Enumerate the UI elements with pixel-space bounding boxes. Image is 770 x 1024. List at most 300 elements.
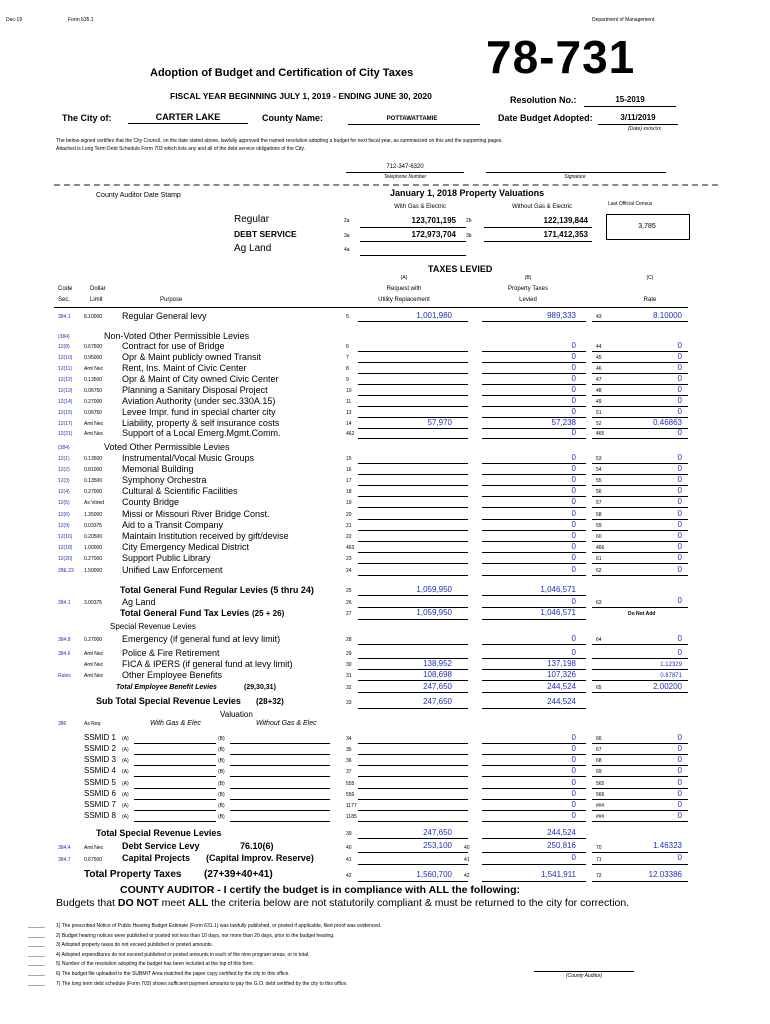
debt-without-gas-value[interactable]: 171,412,353 <box>543 230 588 239</box>
ssmid-with-valuation-field[interactable] <box>134 821 216 822</box>
line-number: 15 <box>346 456 352 462</box>
special-levied-value[interactable]: 0 <box>571 634 576 643</box>
levy-dollar-limit: 0.67500 <box>84 344 103 350</box>
rate-value[interactable]: 0 <box>677 352 682 361</box>
total-special-revenue-levied[interactable]: 244,524 <box>547 828 576 837</box>
valuation-code-3b: 3b <box>466 233 472 239</box>
levy-dollar-limit: 0.20500 <box>84 534 103 540</box>
ssmid-with-valuation-field[interactable] <box>134 743 216 744</box>
request-underline <box>358 519 468 520</box>
subtotal-special-revenue-label: Sub Total Special Revenue Levies <box>96 696 241 706</box>
line-number: 37 <box>346 769 352 775</box>
subtotal-special-revenue-request[interactable]: 247,650 <box>423 697 452 706</box>
levy-dollar-limit: Amt Nec <box>84 431 104 437</box>
rate-line-number: 51 <box>596 410 602 416</box>
total-special-revenue-request[interactable]: 247,650 <box>423 828 452 837</box>
special-purpose: Emergency (if general fund at levy limit) <box>122 634 281 644</box>
ssmid-levied-value[interactable]: 0 <box>571 755 576 764</box>
ssmid-levied-value[interactable]: 0 <box>571 811 576 820</box>
request-underline <box>358 799 468 800</box>
line-number-65: 65 <box>596 685 602 691</box>
rate-value[interactable]: 0 <box>677 553 682 562</box>
total-general-regular-request[interactable]: 1,059,950 <box>416 585 452 594</box>
rate-value[interactable]: 0 <box>677 407 682 416</box>
rate-value[interactable]: 8.10000 <box>653 311 682 320</box>
auditor-certification-heading: COUNTY AUDITOR - I certify the budget is in compliance with ALL the following: <box>120 884 520 896</box>
levy-dollar-limit: 0.13500 <box>84 377 103 383</box>
rate-underline <box>592 743 688 744</box>
line-number: 34 <box>346 736 352 742</box>
levy-code: 384.1 <box>58 314 71 320</box>
property-taxes-levied-value[interactable]: 0 <box>571 486 576 495</box>
rate-value[interactable]: 0 <box>677 374 682 383</box>
rate-line-number: 54 <box>596 467 602 473</box>
rate-value[interactable]: 0 <box>677 565 682 574</box>
capital-projects-levied[interactable]: 0 <box>571 853 576 862</box>
levy-dollar-limit: 1.00000 <box>84 545 103 551</box>
rate-value[interactable]: 0 <box>677 542 682 551</box>
col-c-header-rate: Rate <box>643 297 657 303</box>
ssmid-without-valuation-field[interactable] <box>230 765 330 766</box>
line-number-70: 70 <box>596 845 602 851</box>
checklist-item: 2) Budget hearing notices were published or posted not less than 10 days, nor more than 20 days, prior to the budget hearing. <box>56 932 335 939</box>
employee-benefit-total-rate[interactable]: 2.00200 <box>653 682 682 691</box>
ssmid-rate-value[interactable]: 0 <box>677 766 682 775</box>
rate-value[interactable]: 0 <box>677 497 682 506</box>
property-taxes-levied-value[interactable]: 0 <box>571 475 576 484</box>
levy-purpose: Planning a Sanitary Disposal Project <box>122 385 268 395</box>
special-levied-value[interactable]: 137,198 <box>547 659 576 668</box>
rate-underline <box>592 765 688 766</box>
ssmid-levied-value[interactable]: 0 <box>571 766 576 775</box>
line-number: 1185 <box>346 814 357 820</box>
ssmid-b-marker: (B) <box>218 781 225 787</box>
ssmid-with-valuation-field[interactable] <box>134 799 216 800</box>
property-taxes-levied-value[interactable]: 0 <box>571 363 576 372</box>
property-taxes-levied-value[interactable]: 0 <box>571 565 576 574</box>
line-number: 29 <box>346 651 352 657</box>
special-rate-value[interactable]: 1.12329 <box>660 662 682 668</box>
rate-underline <box>592 351 688 352</box>
special-rate-value[interactable]: 0.87871 <box>660 673 682 679</box>
valuation-code-2a: 2a <box>344 218 350 224</box>
ssmid-b-marker: (B) <box>218 758 225 764</box>
rate-line-number: 66 <box>596 736 602 742</box>
line-number: 31 <box>346 673 352 679</box>
levy-code: 12(16) <box>58 534 73 540</box>
levy-dollar-limit: 0.95000 <box>84 355 103 361</box>
levied-underline <box>482 821 586 822</box>
valuation-label-debt-service: DEBT SERVICE <box>234 229 297 239</box>
telephone-number[interactable]: 712-347-6320 <box>386 164 424 170</box>
request-underline <box>358 428 468 429</box>
levy-section-header: Non-Voted Other Permissible Levies <box>104 331 250 341</box>
debt-code: 384.4 <box>58 845 71 851</box>
levied-underline <box>482 395 586 396</box>
ssmid-label: SSMID 7 <box>84 800 117 809</box>
request-underline <box>358 765 468 766</box>
special-rate-value[interactable]: 0 <box>677 648 682 657</box>
dollar-header-2: Limit <box>90 297 103 303</box>
ssmid-a-marker: (A) <box>122 792 129 798</box>
ssmid-with-valuation-field[interactable] <box>134 776 216 777</box>
ssmid-rate-value[interactable]: 0 <box>677 755 682 764</box>
total-general-fund-label: Total General Fund Tax Levies <box>120 608 250 618</box>
levied-underline <box>482 496 586 497</box>
rate-value[interactable]: 0 <box>677 531 682 540</box>
line-number: 10 <box>346 388 352 394</box>
capital-code: 384.7 <box>58 857 71 863</box>
total-property-taxes-request[interactable]: 1,560,700 <box>416 870 452 879</box>
request-underline <box>358 788 468 789</box>
request-underline <box>358 395 468 396</box>
taxes-levied-title: TAXES LEVIED <box>428 264 493 274</box>
ssmid-rate-value[interactable]: 0 <box>677 744 682 753</box>
checklist-blank[interactable]: ______ <box>28 951 45 958</box>
date-adopted-value[interactable]: 3/11/2019 <box>620 113 656 122</box>
special-request-value[interactable]: 138,952 <box>423 659 452 668</box>
levy-code: 12(9) <box>58 523 70 529</box>
line-number: 23 <box>346 556 352 562</box>
request-underline <box>358 384 468 385</box>
checklist-blank[interactable]: ______ <box>28 923 45 929</box>
levy-dollar-limit: 0.81000 <box>84 467 103 473</box>
property-taxes-levied-value[interactable]: 57,238 <box>551 418 576 427</box>
levy-dollar-limit: 0.06750 <box>84 410 103 416</box>
line-number: 21 <box>346 523 352 529</box>
line-number-26: 26 <box>346 600 352 606</box>
rate-value[interactable]: 0 <box>677 520 682 529</box>
ssmid-label: SSMID 1 <box>84 733 117 742</box>
ssmid-a-marker: (A) <box>122 736 129 742</box>
code-header-2: Sec. <box>58 297 71 303</box>
line-number: 16 <box>346 467 352 473</box>
line-number: 22 <box>346 534 352 540</box>
request-underline <box>358 351 468 352</box>
rate-line-number: 62 <box>596 568 602 574</box>
ssmid-b-marker: (B) <box>218 803 225 809</box>
rate-value[interactable]: 0.46863 <box>653 418 682 427</box>
levy-code: 12(5) <box>58 500 70 506</box>
request-underline <box>358 680 468 681</box>
levy-code: 12(2) <box>58 467 70 473</box>
line-number-25: 25 <box>346 588 352 594</box>
request-underline <box>358 496 468 497</box>
capital-projects-rate[interactable]: 0 <box>677 853 682 862</box>
date-adopted-label: Date Budget Adopted: <box>498 113 593 123</box>
rate-underline <box>592 474 688 475</box>
levied-underline <box>482 541 586 542</box>
ssmid-levied-value[interactable]: 0 <box>571 733 576 742</box>
col-a-header-2: Utility Replacement <box>378 297 430 303</box>
ssmid-without-valuation-field[interactable] <box>230 776 330 777</box>
property-taxes-levied-value[interactable]: 0 <box>571 341 576 350</box>
employee-benefit-total-request[interactable]: 247,650 <box>423 682 452 691</box>
property-taxes-levied-value[interactable]: 0 <box>571 542 576 551</box>
county-name[interactable]: POTTAWATTAMIE <box>386 116 438 122</box>
property-taxes-levied-value[interactable]: 989,333 <box>547 311 576 320</box>
ssmid-without-valuation-field[interactable] <box>230 821 330 822</box>
ssmid-rate-value[interactable]: 0 <box>677 778 682 787</box>
levied-underline <box>482 321 586 322</box>
checklist-blank[interactable]: ______ <box>28 932 45 939</box>
employee-benefit-total-levied[interactable]: 244,524 <box>547 682 576 691</box>
levy-code: 12(11) <box>58 366 73 372</box>
request-underline <box>358 507 468 508</box>
rate-line-number: 43 <box>596 314 602 320</box>
levied-underline <box>482 776 586 777</box>
rate-line-number: 67 <box>596 747 602 753</box>
ssmid-levied-value[interactable]: 0 <box>571 789 576 798</box>
levied-underline <box>482 788 586 789</box>
regular-without-gas-value[interactable]: 122,139,844 <box>543 216 588 225</box>
ag-land-levied[interactable]: 0 <box>571 597 576 606</box>
ssmid-rate-value[interactable]: 0 <box>677 800 682 809</box>
line-number: 35 <box>346 747 352 753</box>
census-value[interactable]: 3,785 <box>638 223 656 230</box>
property-taxes-levied-value[interactable]: 0 <box>571 352 576 361</box>
request-underline <box>358 821 468 822</box>
rate-value[interactable]: 0 <box>677 341 682 350</box>
property-taxes-levied-value[interactable]: 0 <box>571 396 576 405</box>
levy-purpose: Instrumental/Vocal Music Groups <box>122 453 255 463</box>
property-taxes-levied-value[interactable]: 0 <box>571 553 576 562</box>
line-number-39: 39 <box>346 831 352 837</box>
levy-section-header: Voted Other Permissible Levies <box>104 442 230 452</box>
levied-underline <box>482 474 586 475</box>
levy-purpose: Aid to a Transit Company <box>122 520 224 530</box>
property-taxes-levied-value[interactable]: 0 <box>571 497 576 506</box>
levied-underline <box>482 463 586 464</box>
request-underline <box>358 406 468 407</box>
col-b-header-1: Property Taxes <box>508 286 548 292</box>
levy-dollar-limit: 0.06750 <box>84 388 103 394</box>
levy-purpose: Levee Impr. fund in special charter city <box>122 407 276 417</box>
special-request-value[interactable]: 108,698 <box>423 670 452 679</box>
fiscal-year-line: FISCAL YEAR BEGINNING JULY 1, 2019 - ENDING JUNE 30, 2020 <box>170 91 432 101</box>
rate-value[interactable]: 0 <box>677 396 682 405</box>
rate-underline <box>592 821 688 822</box>
levied-underline <box>482 530 586 531</box>
rate-line-number: 56 <box>596 489 602 495</box>
ssmid-rate-value[interactable]: 0 <box>677 733 682 742</box>
debt-service-rate[interactable]: 1.46323 <box>653 841 682 850</box>
special-levied-value[interactable]: 0 <box>571 648 576 657</box>
resolution-label: Resolution No.: <box>510 95 577 105</box>
ssmid-label: SSMID 6 <box>84 789 117 798</box>
property-taxes-levied-value[interactable]: 0 <box>571 464 576 473</box>
line-number: 18 <box>346 489 352 495</box>
checklist-blank[interactable]: ______ <box>28 961 45 968</box>
rate-value[interactable]: 0 <box>677 363 682 372</box>
ssmid-code: 386 <box>58 721 67 727</box>
with-gas-electric-header: With Gas & Electric <box>394 204 446 210</box>
city-label: The City of: <box>62 113 112 123</box>
col-c-marker: (C) <box>646 275 654 281</box>
code-header-1: Code <box>58 286 73 292</box>
resolution-number[interactable]: 15-2019 <box>615 95 645 104</box>
checklist-blank[interactable]: ______ <box>28 971 45 977</box>
rate-underline <box>592 669 688 670</box>
request-with-utility-value[interactable]: 57,970 <box>427 418 452 427</box>
levied-underline <box>482 519 586 520</box>
city-name[interactable]: CARTER LAKE <box>155 112 221 122</box>
levy-purpose: Unified Law Enforcement <box>122 565 223 575</box>
ssmid-without-valuation-field[interactable] <box>230 743 330 744</box>
line-number-72: 72 <box>596 873 602 879</box>
ssmid-rate-value[interactable]: 0 <box>677 811 682 820</box>
ssmid-label: SSMID 4 <box>84 766 117 775</box>
ssmid-b-marker: (B) <box>218 769 225 775</box>
levy-dollar-limit: 0.27000 <box>84 489 103 495</box>
debt-service-levied[interactable]: 250,816 <box>547 841 576 850</box>
ssmid-with-valuation-field[interactable] <box>134 810 216 811</box>
line-number: 5 <box>346 314 349 320</box>
line-number-41: 41 <box>346 857 352 863</box>
ssmid-b-marker: (B) <box>218 814 225 820</box>
rate-line-number: 45 <box>596 355 602 361</box>
rate-line-number: 565 <box>596 781 605 787</box>
ssmid-without-valuation-field[interactable] <box>230 810 330 811</box>
request-with-utility-value[interactable]: 1,001,980 <box>416 311 452 320</box>
rate-underline <box>592 438 688 439</box>
ssmid-with-valuation-field[interactable] <box>134 754 216 755</box>
total-property-taxes-levied[interactable]: 1,541,911 <box>541 870 576 879</box>
subtotal-special-revenue-levied[interactable]: 244,524 <box>547 697 576 706</box>
special-dollar-limit: Amt Nec <box>84 673 104 679</box>
property-taxes-levied-value[interactable]: 0 <box>571 374 576 383</box>
line-number: 6 <box>346 344 349 350</box>
rate-line-number: 61 <box>596 556 602 562</box>
line-number: 7 <box>346 355 349 361</box>
levied-underline <box>482 552 586 553</box>
request-underline <box>358 563 468 564</box>
line-number: 463 <box>346 545 355 551</box>
levy-dollar-limit: 0.03375 <box>84 523 103 529</box>
date-format-caption: (Date) xx/xx/xx <box>628 126 662 132</box>
rate-value[interactable]: 0 <box>677 475 682 484</box>
levied-underline <box>482 384 586 385</box>
ssmid-b-marker: (B) <box>218 792 225 798</box>
levy-dollar-limit: 1.50000 <box>84 568 103 574</box>
ag-land-rate[interactable]: 0 <box>677 596 682 605</box>
ssmid-without-valuation-field[interactable] <box>230 754 330 755</box>
ssmid-rate-value[interactable]: 0 <box>677 789 682 798</box>
rate-underline <box>592 321 688 322</box>
rate-value[interactable]: 0 <box>677 428 682 437</box>
subtotal-special-revenue-paren: (28+32) <box>256 697 284 706</box>
levied-underline <box>482 362 586 363</box>
checklist-blank[interactable]: ______ <box>28 942 45 949</box>
rate-line-number: ### <box>596 803 605 809</box>
ssmid-label: SSMID 5 <box>84 778 117 787</box>
levied-underline <box>482 507 586 508</box>
total-general-fund-levied[interactable]: 1,046,571 <box>540 608 576 617</box>
rate-value[interactable]: 0 <box>677 486 682 495</box>
request-underline <box>358 743 468 744</box>
property-taxes-levied-value[interactable]: 0 <box>571 531 576 540</box>
rate-underline <box>592 776 688 777</box>
total-general-fund-request[interactable]: 1,059,950 <box>416 608 452 617</box>
property-taxes-levied-value[interactable]: 0 <box>571 520 576 529</box>
ssmid-levied-value[interactable]: 0 <box>571 778 576 787</box>
levied-underline <box>482 438 586 439</box>
valuation-code-3a: 3a <box>344 233 350 239</box>
total-general-regular-levied[interactable]: 1,046,571 <box>540 585 576 594</box>
property-taxes-levied-value[interactable]: 0 <box>571 509 576 518</box>
ssmid-a-marker: (A) <box>122 781 129 787</box>
special-rate-value[interactable]: 0 <box>677 634 682 643</box>
special-code: 384.8 <box>58 637 71 643</box>
line-number: 14 <box>346 421 352 427</box>
checklist-blank[interactable]: ______ <box>28 980 45 987</box>
rate-value[interactable]: 0 <box>677 453 682 462</box>
ssmid-without-valuation-field[interactable] <box>230 788 330 789</box>
rate-underline <box>592 680 688 681</box>
line-number-33: 33 <box>346 700 352 706</box>
rate-underline <box>592 395 688 396</box>
ssmid-with-valuation-field[interactable] <box>134 788 216 789</box>
levy-code: 12(21) <box>58 431 73 437</box>
rate-underline <box>592 406 688 407</box>
debt-limit: Amt Nec <box>84 845 104 851</box>
levy-code: 12(12) <box>58 377 73 383</box>
ssmid-with-header: With Gas & Elec <box>150 720 201 727</box>
special-levied-value[interactable]: 107,326 <box>547 670 576 679</box>
ssmid-without-valuation-field[interactable] <box>230 799 330 800</box>
ssmid-levied-value[interactable]: 0 <box>571 744 576 753</box>
levy-dollar-limit: Amt Nec <box>84 366 104 372</box>
levy-code: 12(20) <box>58 556 73 562</box>
property-taxes-levied-value[interactable]: 0 <box>571 453 576 462</box>
total-general-regular-label: Total General Fund Regular Levies (5 thru 24) <box>120 585 314 595</box>
total-property-taxes-paren: (27+39+40+41) <box>204 869 273 880</box>
levied-underline <box>482 644 586 645</box>
city-code-number: 78-731 <box>486 31 636 83</box>
levy-code: 12(6) <box>58 512 70 518</box>
rate-line-number: 64 <box>596 637 602 643</box>
ssmid-with-valuation-field[interactable] <box>134 765 216 766</box>
levy-purpose: Support Public Library <box>122 553 211 563</box>
property-taxes-levied-value[interactable]: 0 <box>571 407 576 416</box>
debt-service-request[interactable]: 253,100 <box>423 841 452 850</box>
levy-code: 12(18) <box>58 545 73 551</box>
levy-dollar-limit: 0.13500 <box>84 478 103 484</box>
rate-line-number: 48 <box>596 388 602 394</box>
property-taxes-levied-value[interactable]: 0 <box>571 428 576 437</box>
total-property-taxes-rate[interactable]: 12.03386 <box>648 870 682 879</box>
rate-line-number: 58 <box>596 512 602 518</box>
ssmid-levied-value[interactable]: 0 <box>571 800 576 809</box>
certification-text-1: The below-signed certifies that the City Council, on the date stated above, lawfully approved the named resolution adopting a budget for next fiscal year, as summarized on this and the supporting pages. <box>56 138 503 144</box>
rate-underline <box>592 541 688 542</box>
rate-value[interactable]: 0 <box>677 464 682 473</box>
line-number-41-mid: 41 <box>464 857 470 863</box>
rate-value[interactable]: 0 <box>677 385 682 394</box>
rate-underline <box>592 384 688 385</box>
rate-value[interactable]: 0 <box>677 509 682 518</box>
line-number: 11 <box>346 399 352 405</box>
request-underline <box>358 776 468 777</box>
regular-with-gas-value[interactable]: 123,701,195 <box>411 216 456 225</box>
levy-code: 12(4) <box>58 489 70 495</box>
property-taxes-levied-value[interactable]: 0 <box>571 385 576 394</box>
total-property-taxes-label: Total Property Taxes <box>84 869 182 880</box>
levy-purpose: County Bridge <box>122 497 180 507</box>
debt-with-gas-value[interactable]: 172,973,704 <box>411 230 456 239</box>
auditor-criteria-warning: Budgets that DO NOT meet ALL the criteria below are not statutorily compliant & must be returned to the city for correction. <box>56 897 630 909</box>
ssmid-label: SSMID 2 <box>84 744 117 753</box>
